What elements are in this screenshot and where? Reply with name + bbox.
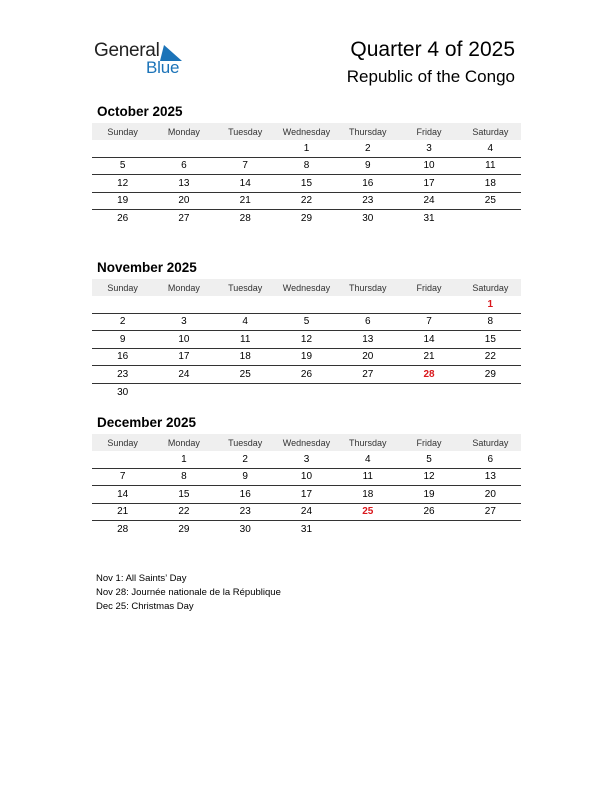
day-cell: 16 — [239, 488, 251, 500]
week-row — [92, 349, 521, 367]
logo-general-text: General — [94, 40, 160, 61]
week-row — [92, 158, 521, 176]
logo — [94, 40, 194, 80]
week-row — [92, 504, 521, 522]
day-cell: 18 — [239, 351, 251, 363]
day-cell: 25 — [484, 195, 496, 207]
day-cell: 4 — [364, 453, 371, 465]
day-cell: 25 — [362, 506, 374, 518]
day-cell: 7 — [242, 160, 248, 172]
day-cell: 9 — [119, 333, 126, 345]
day-cell: 28 — [239, 213, 251, 225]
day-cell: 14 — [117, 488, 129, 500]
day-cell: 23 — [362, 195, 374, 207]
day-cell: 21 — [239, 195, 251, 207]
week-row — [92, 366, 521, 384]
weekday-label: Tuesday — [228, 282, 263, 293]
week-row — [92, 384, 521, 402]
week-row — [92, 193, 521, 211]
weekday-label: Wednesday — [282, 437, 331, 448]
weekday-label: Monday — [167, 282, 200, 293]
weekday-label: Saturday — [472, 282, 509, 293]
week-row — [92, 210, 521, 228]
day-cell: 30 — [239, 524, 251, 536]
day-cell: 27 — [484, 506, 496, 518]
day-cell: 22 — [300, 195, 313, 207]
day-cell: 1 — [303, 142, 310, 154]
month-title: November 2025 — [97, 260, 197, 275]
day-cell: 6 — [364, 316, 371, 328]
day-cell: 17 — [423, 177, 435, 189]
day-cell: 24 — [178, 368, 190, 380]
logo-blue-text: Blue — [146, 58, 180, 77]
day-cell: 3 — [181, 316, 187, 328]
day-cell: 10 — [300, 471, 313, 483]
day-cell: 11 — [362, 471, 373, 483]
day-cell: 10 — [178, 333, 190, 345]
day-cell: 24 — [300, 506, 313, 518]
day-cell: 29 — [300, 213, 313, 225]
weekday-label: Thursday — [349, 282, 387, 293]
weekday-label: Sunday — [107, 126, 138, 137]
week-row — [92, 140, 521, 158]
day-cell: 20 — [362, 351, 374, 363]
weekday-label: Sunday — [107, 437, 138, 448]
week-row — [92, 521, 521, 539]
day-cell: 22 — [178, 506, 190, 518]
day-cell: 13 — [362, 333, 374, 345]
day-cell: 27 — [178, 213, 190, 225]
country-name: Republic of the Congo — [346, 67, 515, 86]
day-cell: 22 — [484, 351, 496, 363]
day-cell: 19 — [423, 488, 435, 500]
day-cell: 12 — [300, 333, 313, 345]
weekday-label: Tuesday — [228, 437, 263, 448]
day-cell: 19 — [300, 351, 313, 363]
day-cell: 4 — [487, 142, 494, 154]
day-cell: 7 — [426, 316, 432, 328]
weekday-label: Sunday — [107, 282, 138, 293]
day-cell: 13 — [484, 471, 496, 483]
day-cell: 16 — [362, 177, 374, 189]
week-row — [92, 469, 521, 487]
weekday-label: Friday — [416, 126, 442, 137]
weekday-label: Thursday — [349, 126, 387, 137]
weekday-label: Saturday — [472, 437, 509, 448]
day-cell: 23 — [239, 506, 251, 518]
day-cell: 10 — [423, 160, 435, 172]
day-cell: 8 — [487, 316, 494, 328]
day-cell: 29 — [178, 524, 190, 536]
day-cell: 21 — [117, 506, 129, 518]
day-cell: 20 — [484, 488, 496, 500]
day-cell: 5 — [119, 160, 126, 172]
day-cell: 17 — [300, 488, 313, 500]
day-cell: 14 — [423, 333, 435, 345]
weekday-header — [92, 279, 521, 296]
day-cell: 26 — [423, 506, 435, 518]
day-cell: 15 — [178, 488, 190, 500]
day-cell: 3 — [426, 142, 432, 154]
day-cell: 23 — [117, 368, 129, 380]
day-cell: 28 — [423, 368, 435, 380]
month-title: December 2025 — [97, 415, 197, 430]
month-calendar — [92, 414, 521, 539]
week-row — [92, 314, 521, 332]
day-cell: 12 — [117, 177, 129, 189]
holiday-note: Dec 25: Christmas Day — [96, 601, 194, 612]
day-cell: 17 — [178, 351, 190, 363]
month-title: October 2025 — [97, 104, 183, 119]
day-cell: 2 — [242, 453, 248, 465]
day-cell: 30 — [362, 213, 374, 225]
holiday-notes — [96, 572, 281, 614]
day-cell: 5 — [303, 316, 310, 328]
week-row — [92, 451, 521, 469]
day-cell: 1 — [181, 453, 187, 465]
page-title: Quarter 4 of 2025 — [350, 38, 515, 61]
weekday-label: Wednesday — [282, 282, 331, 293]
week-row — [92, 331, 521, 349]
week-row — [92, 175, 521, 193]
weekday-label: Friday — [416, 282, 442, 293]
day-cell: 18 — [362, 488, 374, 500]
day-cell: 7 — [119, 471, 126, 483]
day-cell: 2 — [119, 316, 126, 328]
day-cell: 8 — [303, 160, 310, 172]
day-cell: 15 — [300, 177, 313, 189]
day-cell: 9 — [364, 160, 371, 172]
month-calendar — [92, 259, 521, 401]
weekday-label: Friday — [416, 437, 442, 448]
day-cell: 14 — [239, 177, 251, 189]
day-cell: 5 — [426, 453, 432, 465]
weekday-header — [92, 434, 521, 451]
weekday-label: Monday — [167, 437, 200, 448]
weekday-label: Wednesday — [282, 126, 331, 137]
holiday-note: Nov 1: All Saints’ Day — [96, 573, 187, 584]
day-cell: 2 — [364, 142, 371, 154]
weekday-label: Monday — [167, 126, 200, 137]
weekday-header — [92, 123, 521, 140]
week-row — [92, 296, 521, 314]
day-cell: 29 — [484, 368, 496, 380]
day-cell: 12 — [423, 471, 435, 483]
day-cell: 1 — [487, 298, 494, 310]
day-cell: 19 — [117, 195, 129, 207]
day-cell: 25 — [239, 368, 251, 380]
day-cell: 27 — [362, 368, 374, 380]
holiday-note: Nov 28: Journée nationale de la République — [96, 587, 281, 598]
day-cell: 13 — [178, 177, 190, 189]
day-cell: 11 — [485, 160, 496, 172]
day-cell: 31 — [300, 524, 313, 536]
day-cell: 18 — [484, 177, 496, 189]
day-cell: 28 — [117, 524, 129, 536]
day-cell: 26 — [300, 368, 313, 380]
day-cell: 8 — [181, 471, 187, 483]
day-cell: 30 — [117, 386, 129, 398]
day-cell: 26 — [117, 213, 129, 225]
day-cell: 24 — [423, 195, 435, 207]
day-cell: 16 — [117, 351, 129, 363]
day-cell: 31 — [423, 213, 435, 225]
day-cell: 21 — [423, 351, 435, 363]
month-calendar — [92, 103, 521, 228]
weekday-label: Tuesday — [228, 126, 263, 137]
day-cell: 20 — [178, 195, 190, 207]
day-cell: 3 — [303, 453, 310, 465]
day-cell: 6 — [487, 453, 494, 465]
day-cell: 11 — [240, 333, 251, 345]
day-cell: 4 — [242, 316, 248, 328]
day-cell: 15 — [484, 333, 496, 345]
day-cell: 9 — [242, 471, 248, 483]
week-row — [92, 486, 521, 504]
day-cell: 6 — [181, 160, 187, 172]
weekday-label: Thursday — [349, 437, 387, 448]
weekday-label: Saturday — [472, 126, 509, 137]
